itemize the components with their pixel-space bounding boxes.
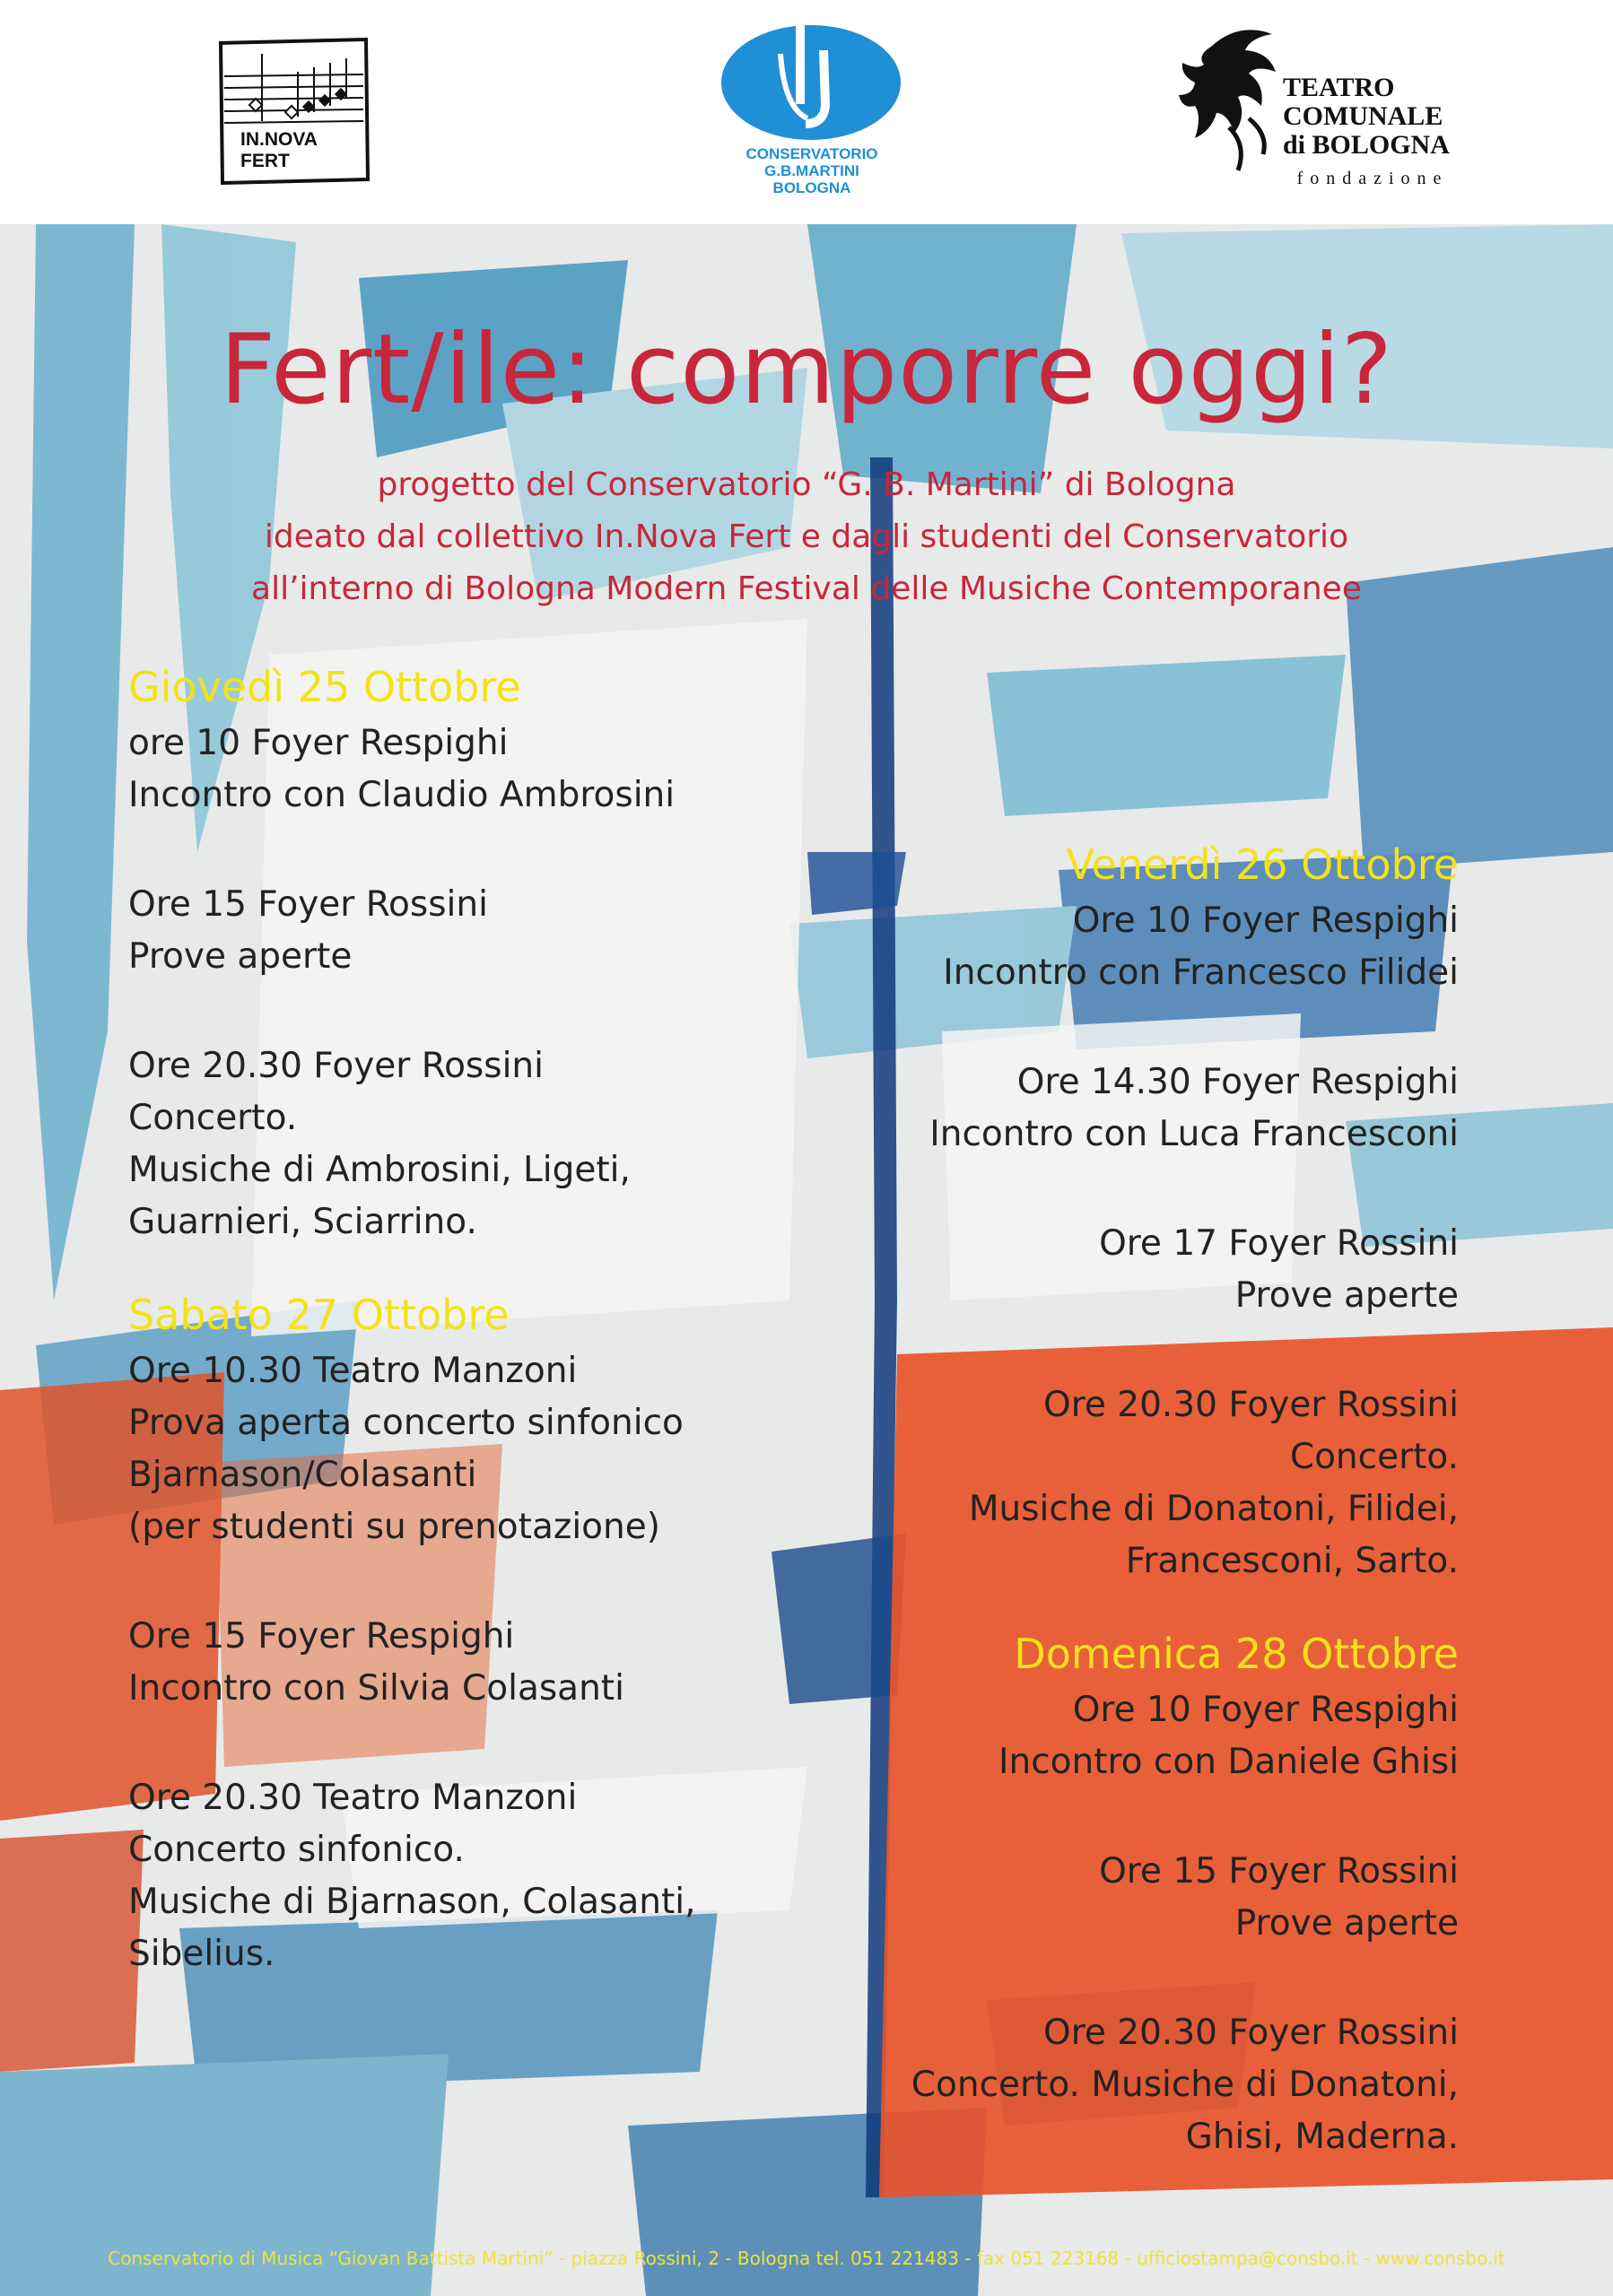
conservatorio-line-2: G.B.MARTINI xyxy=(764,162,859,179)
right-schedule xyxy=(911,838,1459,2163)
event-line: Concerto. Musiche di Donatoni, xyxy=(911,2065,1459,2105)
event-line: Prove aperte xyxy=(128,936,353,977)
event-line: Ore 15 Foyer Rossini xyxy=(128,884,488,925)
event-line: Francesconi, Sarto. xyxy=(1125,1541,1459,1581)
day-heading: Domenica 28 Ottobre xyxy=(1014,1630,1459,1678)
event-line: Musiche di Bjarnason, Colasanti, xyxy=(128,1882,696,1922)
event xyxy=(911,1218,1459,1322)
teatro-label xyxy=(1283,74,1450,160)
event-line: Musiche di Ambrosini, Ligeti, xyxy=(128,1150,631,1190)
event-line: Ore 20.30 Teatro Manzoni xyxy=(128,1778,578,1818)
event xyxy=(911,1057,1459,1161)
teatro-line-1: TEATRO xyxy=(1283,73,1395,102)
event-line: Concerto. xyxy=(1289,1437,1459,1477)
event xyxy=(128,1345,696,1553)
event-line: Ghisi, Maderna. xyxy=(1185,2117,1459,2157)
footer-contact: Conservatorio di Musica “Giovan Battista Martini” - piazza Rossini, 2 - Bologna tel. 051 221483 - fax 051 223168 - ufficiostampa@consbo.it - www.consbo.it xyxy=(108,2248,1505,2269)
day-block xyxy=(128,660,696,1248)
event-line: Ore 20.30 Foyer Rossini xyxy=(1043,2013,1459,2053)
event-line: Ore 20.30 Foyer Rossini xyxy=(128,1046,544,1086)
day-block xyxy=(911,838,1459,1587)
subtitle xyxy=(0,459,1613,615)
event xyxy=(911,1684,1459,1788)
event-line: Incontro con Francesco Filidei xyxy=(943,952,1459,993)
event-line: Sibelius. xyxy=(128,1934,275,1974)
event-line: Ore 15 Foyer Respighi xyxy=(128,1616,515,1657)
event-line: Ore 10 Foyer Respighi xyxy=(1072,1690,1459,1730)
event-line: Ore 10.30 Teatro Manzoni xyxy=(128,1351,578,1391)
event-line: Ore 20.30 Foyer Rossini xyxy=(1043,1385,1459,1425)
innova-fert-logo xyxy=(215,36,372,187)
header xyxy=(0,0,1613,224)
day-heading: Giovedì 25 Ottobre xyxy=(128,663,521,711)
event xyxy=(911,2007,1459,2163)
day-heading: Sabato 27 Ottobre xyxy=(128,1291,510,1339)
event xyxy=(128,1040,696,1248)
conservatorio-logo xyxy=(718,18,906,215)
event-line: (per studenti su prenotazione) xyxy=(128,1507,660,1547)
event xyxy=(128,718,696,822)
subtitle-line-3: all’interno di Bologna Modern Festival delle Musiche Contemporanee xyxy=(251,570,1362,607)
event-line: Incontro con Daniele Ghisi xyxy=(998,1742,1459,1782)
event-line: Incontro con Luca Francesconi xyxy=(929,1114,1459,1154)
event-line: Musiche di Donatoni, Filidei, xyxy=(968,1489,1459,1529)
event xyxy=(911,895,1459,999)
event-line: Concerto sinfonico. xyxy=(128,1830,465,1870)
event-line: Bjarnason/Colasanti xyxy=(128,1455,477,1495)
lion-head-icon xyxy=(1175,20,1292,172)
event-line: Prove aperte xyxy=(1234,1275,1459,1316)
teatro-line-2: COMUNALE xyxy=(1283,101,1443,131)
event-line: Guarnieri, Sciarrino. xyxy=(128,1202,477,1242)
event-line: Ore 15 Foyer Rossini xyxy=(1099,1851,1459,1892)
innova-fert-label: IN.NOVA FERT xyxy=(240,129,318,171)
poster xyxy=(0,224,1613,2296)
conservatorio-line-1: CONSERVATORIO xyxy=(745,145,878,162)
subtitle-line-2: ideato dal collettivo In.Nova Fert e dagli studenti del Conservatorio xyxy=(264,518,1349,555)
event xyxy=(911,1379,1459,1587)
conservatorio-line-3: BOLOGNA xyxy=(772,179,851,196)
event xyxy=(128,1611,696,1715)
day-block xyxy=(911,1627,1459,2163)
event-line: Ore 10 Foyer Respighi xyxy=(1072,900,1459,941)
event-line: Concerto. xyxy=(128,1098,298,1138)
event-line: Prova aperta concerto sinfonico xyxy=(128,1403,684,1443)
event xyxy=(128,879,696,983)
page-title: Fert/ile: comporre oggi? xyxy=(219,314,1394,426)
event-line: Prove aperte xyxy=(1234,1903,1459,1944)
left-schedule xyxy=(128,660,696,1980)
event-line: Incontro con Claudio Ambrosini xyxy=(128,775,676,815)
event-line: ore 10 Foyer Respighi xyxy=(128,723,509,763)
conservatorio-label xyxy=(718,145,906,196)
conservatorio-emblem-icon xyxy=(718,18,906,144)
teatro-fondazione: fondazione xyxy=(1296,169,1449,188)
event-line: Incontro con Silvia Colasanti xyxy=(128,1668,624,1709)
subtitle-line-1: progetto del Conservatorio “G. B. Martini” di Bologna xyxy=(377,466,1236,503)
event-line: Ore 14.30 Foyer Respighi xyxy=(1016,1062,1459,1102)
day-block xyxy=(128,1288,696,1980)
event xyxy=(911,1846,1459,1950)
event-line: Ore 17 Foyer Rossini xyxy=(1099,1223,1459,1264)
teatro-line-3: di BOLOGNA xyxy=(1283,130,1450,160)
event xyxy=(128,1772,696,1980)
day-heading: Venerdì 26 Ottobre xyxy=(1066,840,1459,889)
teatro-comunale-logo xyxy=(1175,20,1480,199)
